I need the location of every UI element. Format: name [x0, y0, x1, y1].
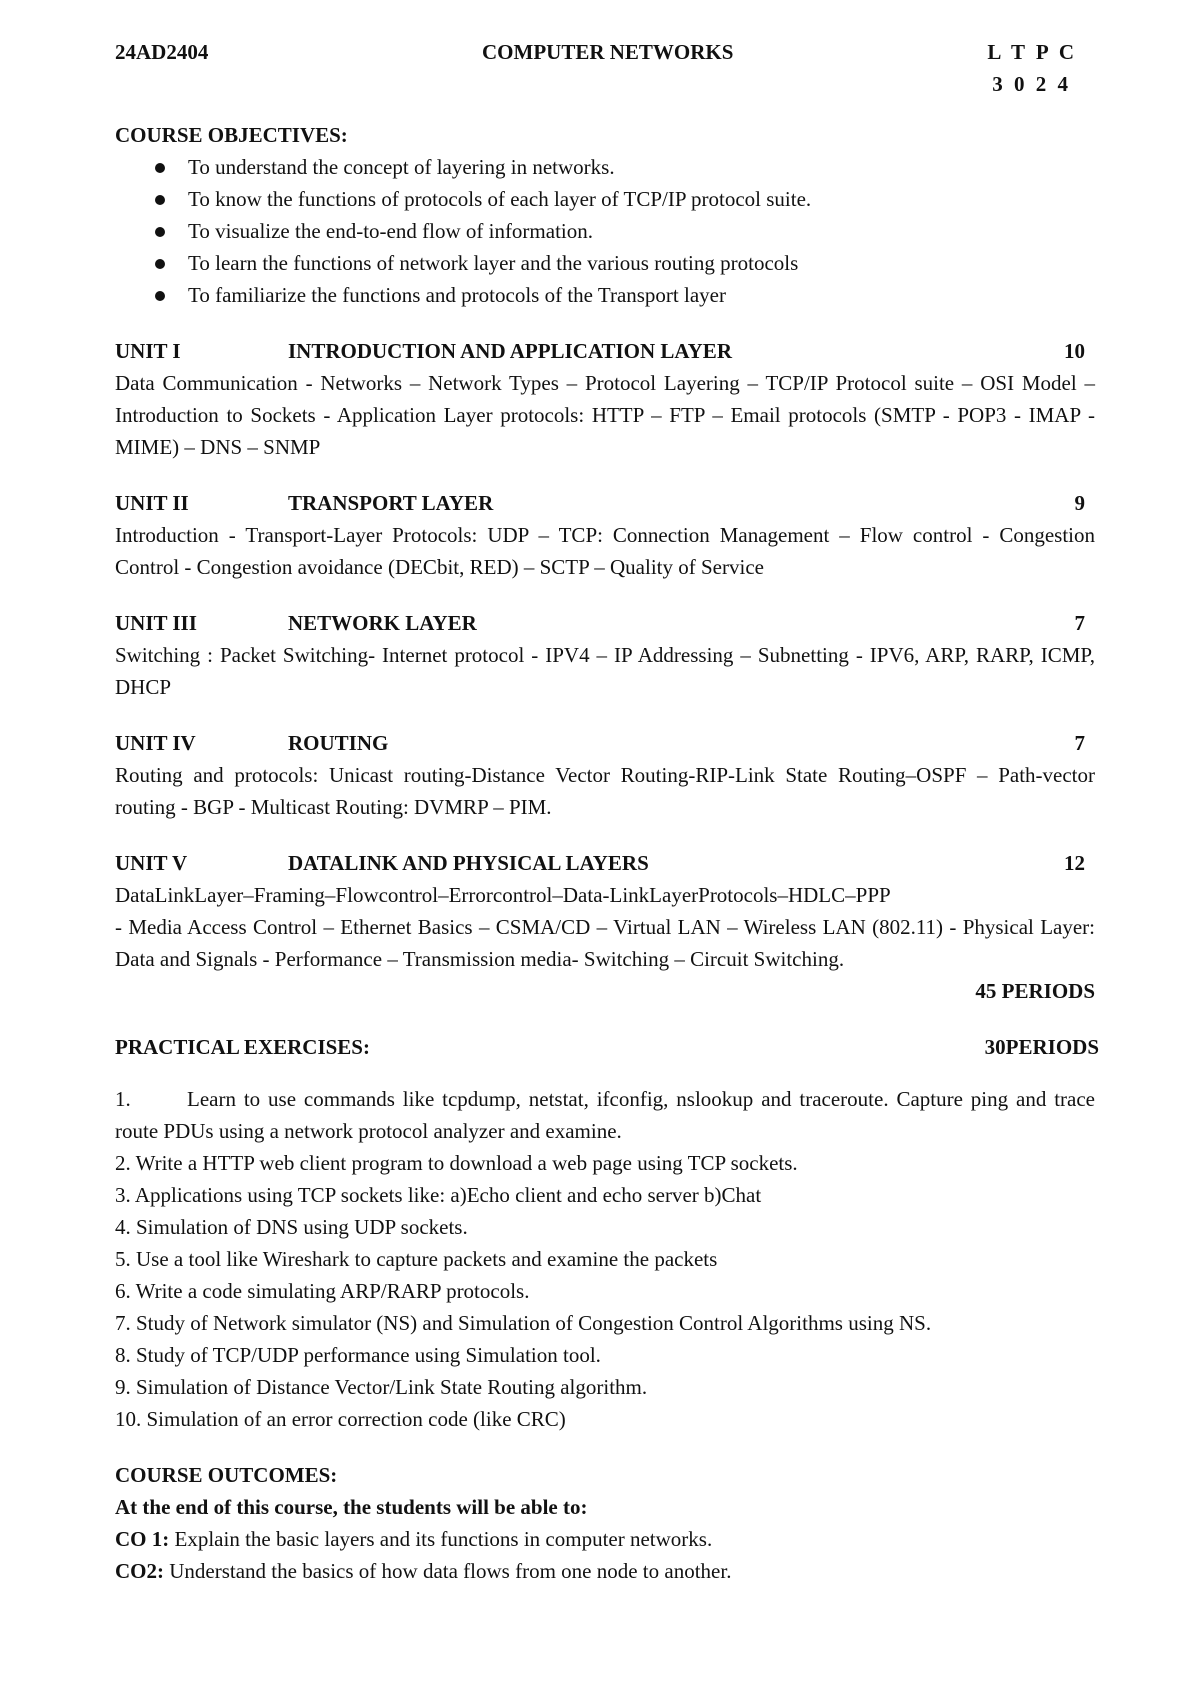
practical-heading: PRACTICAL EXERCISES: [115, 1035, 370, 1059]
objective-item [115, 279, 1095, 311]
unit-content: Switching : Packet Switching- Internet protocol - IPV4 – IP Addressing – Subnetting - IPV6, ARP, RARP, ICMP, DHCP [115, 643, 1095, 699]
unit-content: Data Communication - Networks – Network Types – Protocol Layering – TCP/IP Protocol suite – OSI Model – Introduction to Sockets - Application Layer protocols: HTTP – FTP – Email protocols (SMTP - POP3 - IMAP - MIME) – DNS – SNMP [115, 371, 1095, 459]
objective-text: To familiarize the functions and protocols of the Transport layer [188, 283, 726, 307]
unit-number: UNIT II [115, 491, 189, 515]
unit-content-line: DataLinkLayer–Framing–Flowcontrol–Errorcontrol–Data-LinkLayerProtocols–HDLC–PPP [115, 883, 891, 907]
exercise-item: 3. Applications using TCP sockets like: a)Echo client and echo server b)Chat [115, 1183, 762, 1207]
unit-title: DATALINK AND PHYSICAL LAYERS [288, 851, 649, 875]
unit-number: UNIT V [115, 851, 188, 875]
unit-hours: 9 [1074, 491, 1085, 515]
objective-text: To learn the functions of network layer and the various routing protocols [188, 251, 799, 275]
ltpc-label: L T P C [987, 40, 1077, 64]
bullet-icon [155, 259, 165, 269]
unit-5 [115, 847, 1095, 975]
exercise-item: 9. Simulation of Distance Vector/Link State Routing algorithm. [115, 1375, 648, 1399]
unit-hours: 10 [1064, 339, 1085, 363]
exercise-number: 1. [115, 1087, 131, 1111]
exercise-text: Learn to use commands like tcpdump, netstat, ifconfig, nslookup and traceroute. Capture ping and trace route PDUs using a network protocol analyzer and examine. [115, 1087, 1095, 1143]
unit-content: Introduction - Transport-Layer Protocols: UDP – TCP: Connection Management – Flow control - Congestion Control - Congestion avoidance (DECbit, RED) – SCTP – Quality of Service [115, 523, 1095, 579]
ltpc-values: 3 0 2 4 [992, 72, 1071, 96]
unit-number: UNIT I [115, 339, 181, 363]
ltpc-values-row [115, 68, 1095, 100]
outcomes-heading: COURSE OUTCOMES: [115, 1463, 338, 1487]
unit-hours: 7 [1074, 611, 1085, 635]
objectives-list [115, 151, 1095, 311]
bullet-icon [155, 163, 165, 173]
outcome-label: CO 1: [115, 1527, 170, 1551]
unit-number: UNIT III [115, 611, 197, 635]
objective-text: To know the functions of protocols of each layer of TCP/IP protocol suite. [188, 187, 812, 211]
unit-title: TRANSPORT LAYER [288, 491, 494, 515]
unit-title: ROUTING [288, 731, 389, 755]
outcome-label: CO2: [115, 1559, 164, 1583]
exercise-item: 5. Use a tool like Wireshark to capture packets and examine the packets [115, 1247, 718, 1271]
unit-2 [115, 487, 1095, 583]
course-title: COMPUTER NETWORKS [482, 40, 734, 64]
unit-title: NETWORK LAYER [288, 611, 477, 635]
unit-content: - Media Access Control – Ethernet Basics – CSMA/CD – Virtual LAN – Wireless LAN (802.11) - Physical Layer: Data and Signals - Performance – Transmission media- Switching – Circuit Switching. [115, 915, 1095, 971]
exercise-item: 10. Simulation of an error correction code (like CRC) [115, 1407, 566, 1431]
unit-heading [115, 487, 1095, 519]
exercise-item [115, 1083, 1095, 1147]
exercise-list [115, 1083, 1095, 1435]
objective-item [115, 247, 1095, 279]
bullet-icon [155, 227, 165, 237]
practical-heading-row [115, 1031, 1099, 1063]
syllabus-page [115, 36, 1099, 1587]
unit-3 [115, 607, 1095, 703]
bullet-icon [155, 195, 165, 205]
objective-text: To visualize the end-to-end flow of information. [188, 219, 593, 243]
objective-item [115, 215, 1095, 247]
unit-content: Routing and protocols: Unicast routing-Distance Vector Routing-RIP-Link State Routing–OSPF – Path-vector routing - BGP - Multicast Routing: DVMRP – PIM. [115, 763, 1095, 819]
exercise-item: 2. Write a HTTP web client program to download a web page using TCP sockets. [115, 1151, 798, 1175]
objectives-heading: COURSE OBJECTIVES: [115, 123, 348, 147]
unit-1 [115, 335, 1095, 463]
unit-title: INTRODUCTION AND APPLICATION LAYER [288, 339, 732, 363]
unit-heading [115, 727, 1095, 759]
bullet-icon [155, 291, 165, 301]
unit-hours: 7 [1074, 731, 1085, 755]
outcome-item [115, 1523, 1095, 1555]
outcome-text: Explain the basic layers and its functions in computer networks. [169, 1527, 713, 1551]
outcomes-intro: At the end of this course, the students will be able to: [115, 1495, 588, 1519]
unit-heading [115, 335, 1095, 367]
unit-number: UNIT IV [115, 731, 196, 755]
total-periods: 45 PERIODS [975, 979, 1095, 1003]
course-code: 24AD2404 [115, 40, 209, 64]
outcome-text: Understand the basics of how data flows from one node to another. [164, 1559, 732, 1583]
objective-text: To understand the concept of layering in networks. [188, 155, 615, 179]
unit-hours: 12 [1064, 851, 1085, 875]
exercise-item: 6. Write a code simulating ARP/RARP protocols. [115, 1279, 530, 1303]
practical-periods: 30PERIODS [984, 1035, 1099, 1059]
unit-heading [115, 607, 1095, 639]
exercise-item: 4. Simulation of DNS using UDP sockets. [115, 1215, 468, 1239]
outcome-item [115, 1555, 1095, 1587]
objective-item [115, 183, 1095, 215]
unit-4 [115, 727, 1095, 823]
exercise-item: 8. Study of TCP/UDP performance using Simulation tool. [115, 1343, 601, 1367]
course-header [115, 36, 1095, 68]
objective-item [115, 151, 1095, 183]
exercise-item: 7. Study of Network simulator (NS) and Simulation of Congestion Control Algorithms using NS. [115, 1311, 932, 1335]
unit-heading [115, 847, 1095, 879]
